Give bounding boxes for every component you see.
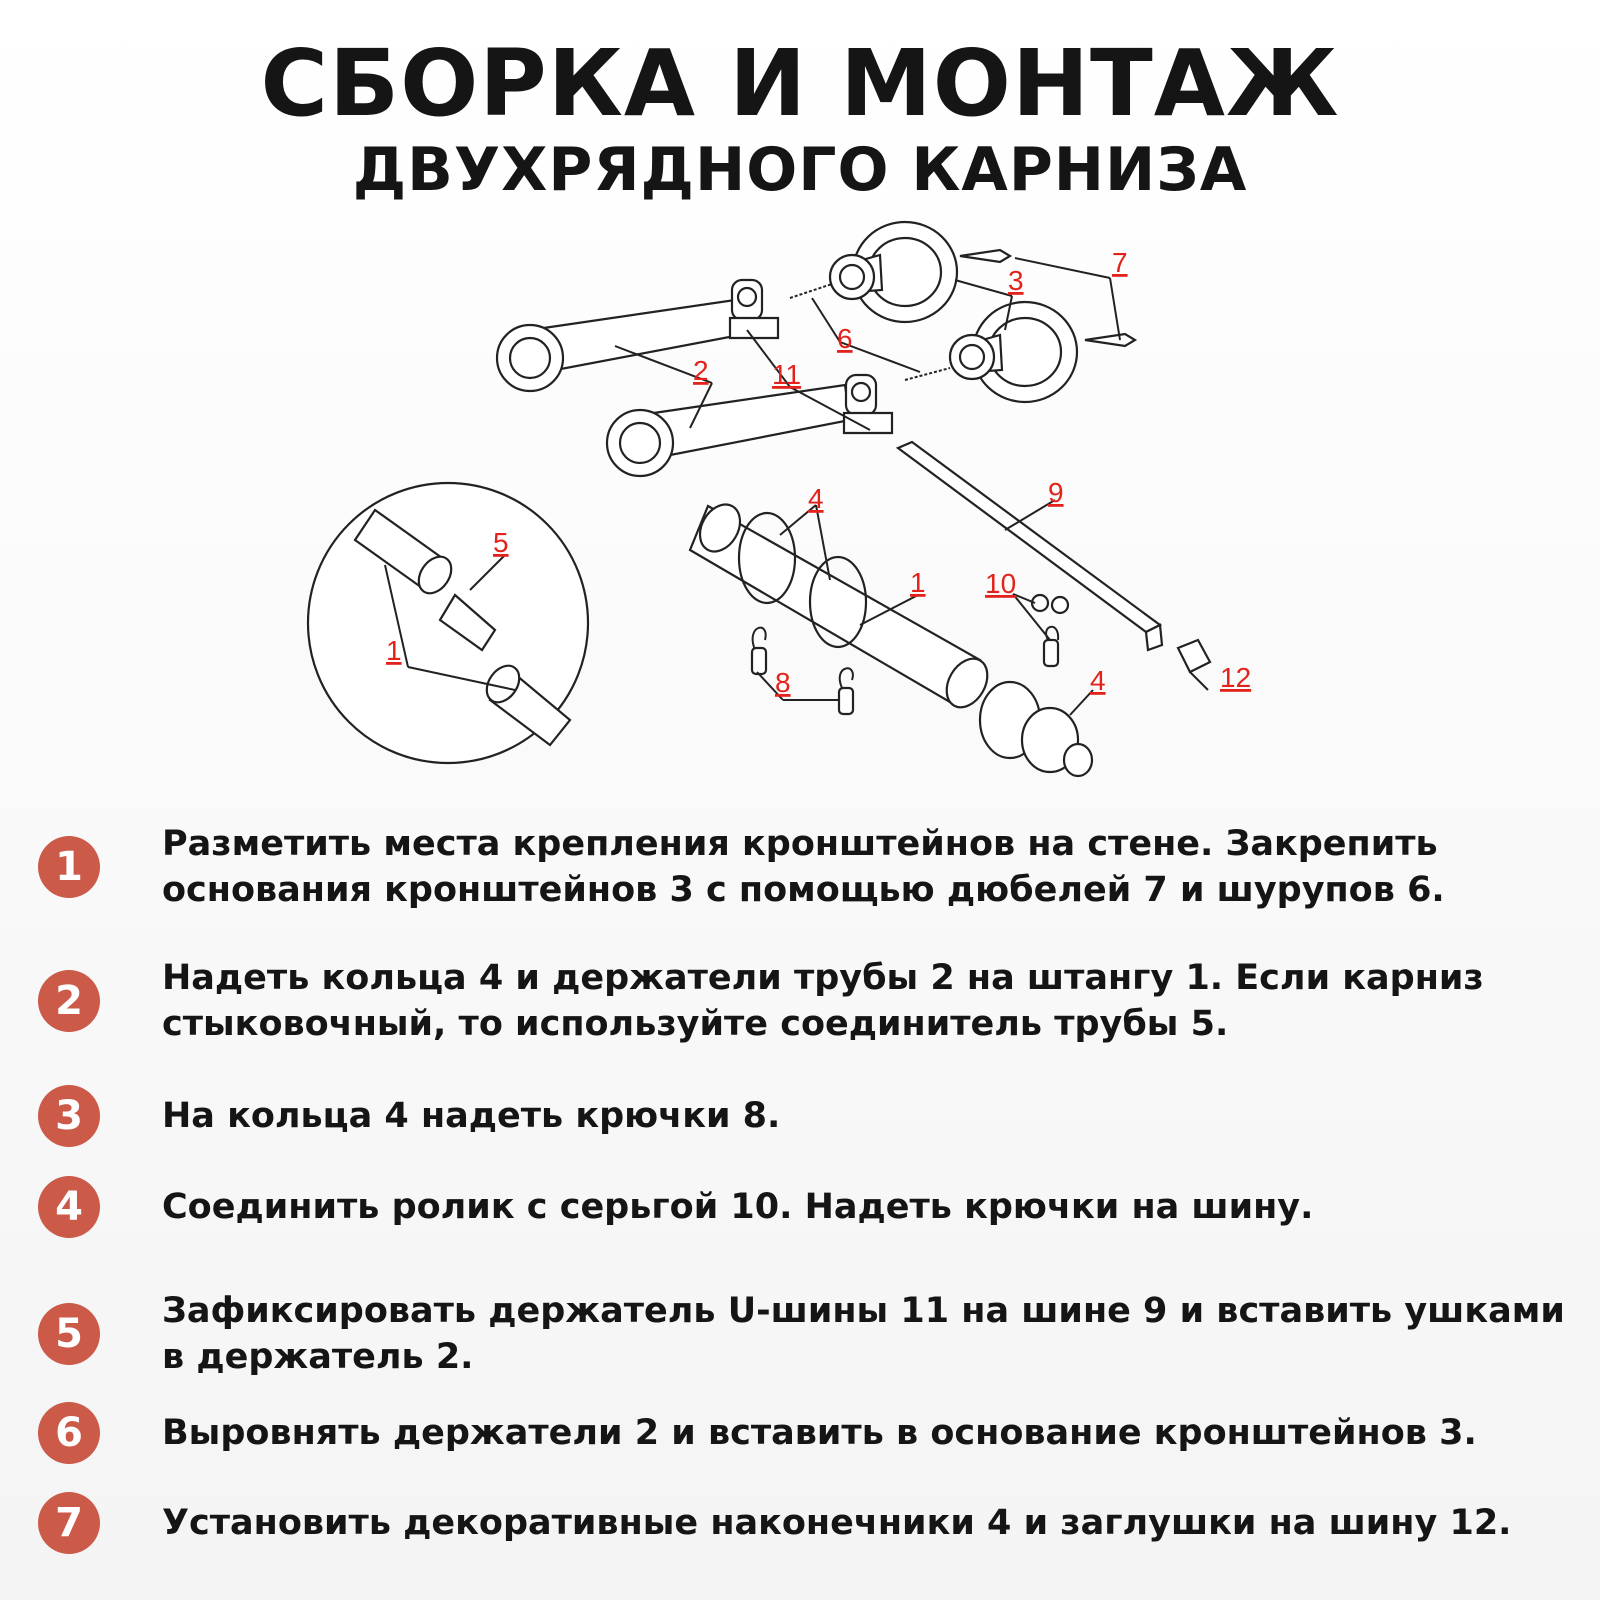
callout-1-detail: 1 [386,635,402,666]
step-text: Выровнять держатели 2 и вставить в основание кронштейнов 3. [162,1413,1477,1453]
step-number-badge: 1 [38,836,100,898]
end-cap [1178,640,1210,672]
callout-6: 6 [837,323,853,354]
step-6 [38,1402,1578,1464]
step-2 [38,955,1578,1047]
step-3 [38,1085,1578,1147]
step-text: На кольца 4 надеть крючки 8. [162,1096,781,1136]
callout-4-finial: 4 [1090,665,1106,696]
ring-2 [810,557,866,647]
u-rail-holder-upper [730,280,778,338]
step-number-badge: 7 [38,1492,100,1554]
step-number-badge: 6 [38,1402,100,1464]
step-text: Соединить ролик с серьгой 10. Надеть крючки на шину. [162,1187,1314,1227]
page-subtitle: ДВУХРЯДНОГО КАРНИЗА [352,135,1248,205]
hook-2 [840,668,853,688]
step-number-badge: 3 [38,1085,100,1147]
step-4 [38,1176,1578,1238]
callout-10: 10 [985,568,1017,599]
screw-upper [790,284,832,298]
bracket-base-upper [830,222,957,322]
dowel-lower [1085,334,1135,346]
callout-9: 9 [1048,477,1064,508]
step-text: Разметить места крепления кронштейнов на стене. Закрепить основания кронштейнов 3 с помощью дюбелей 7 и шурупов 6. [162,824,1445,910]
step-7 [38,1492,1578,1554]
step-5 [38,1288,1578,1380]
connector-detail [308,483,588,763]
callout-7: 7 [1112,247,1128,278]
step-number-badge: 5 [38,1303,100,1365]
callout-2: 2 [693,355,709,386]
step-1 [38,821,1578,913]
u-rail [898,442,1160,632]
callout-12: 12 [1220,662,1252,693]
hook-1 [753,628,766,650]
callout-5: 5 [493,527,509,558]
step-number-badge: 2 [38,970,100,1032]
callout-8: 8 [775,667,791,698]
ring-1 [739,513,795,603]
u-rail-holder-lower [844,375,892,433]
step-text: Установить декоративные наконечники 4 и заглушки на шину 12. [162,1503,1512,1543]
step-number-badge: 4 [38,1176,100,1238]
callout-4-rings: 4 [808,483,824,514]
callout-11: 11 [772,359,802,390]
step-text: Надеть кольца 4 и держатели трубы 2 на штангу 1. Если карниз стыковочный, то используйте соединитель трубы 5. [162,958,1484,1044]
page-title: СБОРКА И МОНТАЖ [260,30,1340,137]
dowel-upper [960,250,1010,262]
finial [980,682,1092,776]
callout-3: 3 [1008,265,1024,296]
callout-1: 1 [910,567,926,598]
bracket-base-lower [950,302,1077,402]
step-text: Зафиксировать держатель U-шины 11 на шине 9 и вставить ушками в держатель 2. [162,1291,1565,1377]
